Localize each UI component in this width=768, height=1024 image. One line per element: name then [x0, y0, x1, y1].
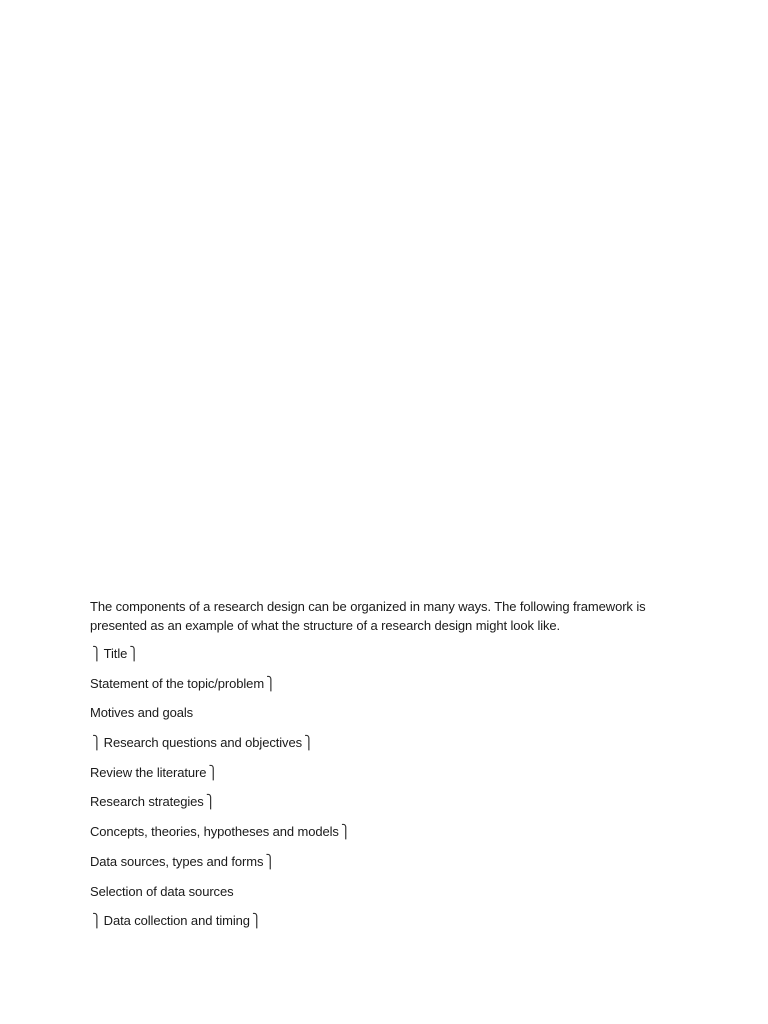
- outline-item-label: Title: [103, 646, 128, 661]
- outline-item-label: Concepts, theories, hypotheses and models: [90, 824, 339, 840]
- bullet-glyph: ⎫: [92, 646, 102, 661]
- bullet-glyph: ⎫: [303, 735, 314, 751]
- outline-item-label: Statement of the topic/problem: [90, 675, 265, 691]
- bullet-glyph: ⎫: [205, 794, 216, 810]
- outline-item-concepts: [90, 822, 690, 841]
- bullet-glyph: ⎫: [251, 913, 262, 929]
- outline-item-literature: [90, 763, 690, 782]
- outline-item-label: Data collection and timing: [103, 913, 250, 929]
- intro-paragraph: The components of a research design can be organized in many ways. The following framework is presented as an example of what the structure of a research design might look like.: [90, 599, 646, 633]
- outline-item-label: Motives and goals: [90, 705, 194, 721]
- outline-item-research-questions: [90, 733, 690, 752]
- outline-item-statement: [90, 674, 690, 693]
- outline-item-data-sources: [90, 852, 690, 871]
- bullet-glyph: ⎫: [266, 675, 276, 691]
- outline-item-label: Research questions and objectives: [103, 735, 302, 751]
- outline-item-data-collection: [90, 911, 690, 930]
- bullet-glyph: ⎫: [340, 824, 351, 840]
- outline-item-selection: [90, 882, 690, 901]
- bullet-glyph: ⎫: [92, 913, 102, 929]
- outline-item-label: Review the literature: [90, 764, 207, 780]
- research-design-outline: [90, 644, 690, 930]
- document-body: [90, 597, 690, 941]
- outline-item-strategies: [90, 792, 690, 811]
- bullet-glyph: ⎫: [92, 735, 102, 751]
- outline-item-label: Research strategies: [90, 794, 204, 810]
- outline-item-motives: [90, 703, 690, 722]
- bullet-glyph: ⎫: [129, 646, 139, 661]
- bullet-glyph: ⎫: [208, 764, 219, 780]
- outline-item-title: [90, 644, 690, 663]
- outline-item-label: Selection of data sources: [90, 883, 234, 899]
- bullet-glyph: ⎫: [265, 853, 276, 869]
- outline-item-label: Data sources, types and forms: [90, 853, 264, 869]
